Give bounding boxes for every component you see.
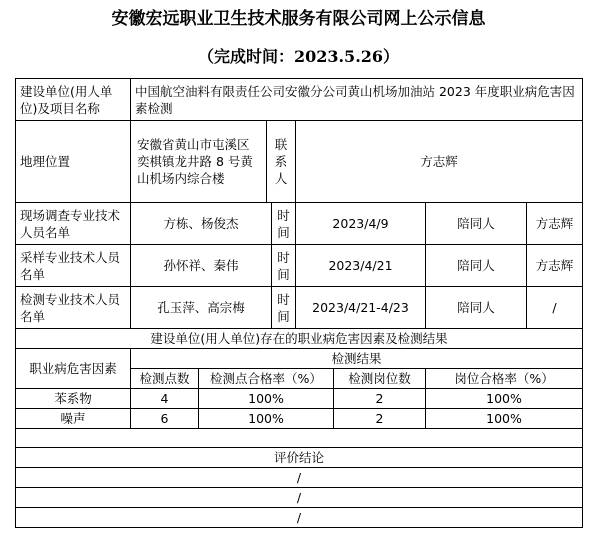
staff-label: 现场调查专业技术人员名单 [16,203,131,245]
hazard-points: 6 [131,409,199,429]
staff-names: 方栋、杨俊杰 [131,203,272,245]
unit-value: 中国航空油料有限责任公司安徽分公司黄山机场加油站 2023 年度职业病危害因素检测 [131,79,583,121]
staff-date: 2023/4/9 [296,203,426,245]
location-label: 地理位置 [16,121,131,203]
hazard-empty-row [16,429,583,448]
col-posts: 检测岗位数 [334,369,426,389]
project-row [16,79,583,121]
hazard-post-rate: 100% [426,409,583,429]
hazard-post-rate: 100% [426,389,583,409]
hazard-name: 噪声 [16,409,131,429]
hazard-point-rate: 100% [199,389,334,409]
hazard-posts: 2 [334,389,426,409]
conclusion-row [16,468,583,488]
location-row [16,121,583,203]
conclusion-row [16,488,583,508]
companion-label: 陪同人 [426,287,527,329]
hazard-row [16,409,583,429]
hazard-points: 4 [131,389,199,409]
disclosure-table [15,78,583,528]
staff-row-sampling [16,245,583,287]
staff-label: 检测专业技术人员名单 [16,287,131,329]
hazard-name: 苯系物 [16,389,131,409]
contact-value: 方志辉 [296,121,583,203]
unit-label: 建设单位(用人单位)及项目名称 [16,79,131,121]
conclusion-title: 评价结论 [16,448,583,468]
conclusion-row [16,508,583,528]
col-points: 检测点数 [131,369,199,389]
conclusion-line: / [16,468,583,488]
factor-label: 职业病危害因素 [16,349,131,389]
companion-name: / [527,287,583,329]
conclusion-line: / [16,508,583,528]
companion-label: 陪同人 [426,203,527,245]
conclusion-line: / [16,488,583,508]
time-label: 时间 [272,245,296,287]
staff-row-testing [16,287,583,329]
empty-cell [16,429,583,448]
time-label: 时间 [272,203,296,245]
hazard-point-rate: 100% [199,409,334,429]
staff-date: 2023/4/21 [296,245,426,287]
location-value: 安徽省黄山市屯溪区奕棋镇龙井路 8 号黄山机场内综合楼 [131,121,267,203]
page-title: 安徽宏远职业卫生技术服务有限公司网上公示信息 [111,9,486,29]
hazard-header-row [16,349,583,369]
hazard-posts: 2 [334,409,426,429]
staff-row-survey [16,203,583,245]
completion-time: （完成时间：2023.5.26） [197,47,400,66]
time-label: 时间 [272,287,296,329]
hazard-row [16,389,583,409]
staff-label: 采样专业技术人员名单 [16,245,131,287]
result-label: 检测结果 [131,349,583,369]
conclusion-title-row [16,448,583,468]
staff-date: 2023/4/21-4/23 [296,287,426,329]
staff-names: 孙怀祥、秦伟 [131,245,272,287]
hazard-section-title: 建设单位(用人单位)存在的职业病危害因素及检测结果 [16,329,583,349]
companion-label: 陪同人 [426,245,527,287]
col-post-rate: 岗位合格率（%） [426,369,583,389]
contact-label: 联系人 [267,121,296,203]
hazard-section-row [16,329,583,349]
col-point-rate: 检测点合格率（%） [199,369,334,389]
companion-name: 方志辉 [527,203,583,245]
companion-name: 方志辉 [527,245,583,287]
staff-names: 孔玉萍、高宗梅 [131,287,272,329]
